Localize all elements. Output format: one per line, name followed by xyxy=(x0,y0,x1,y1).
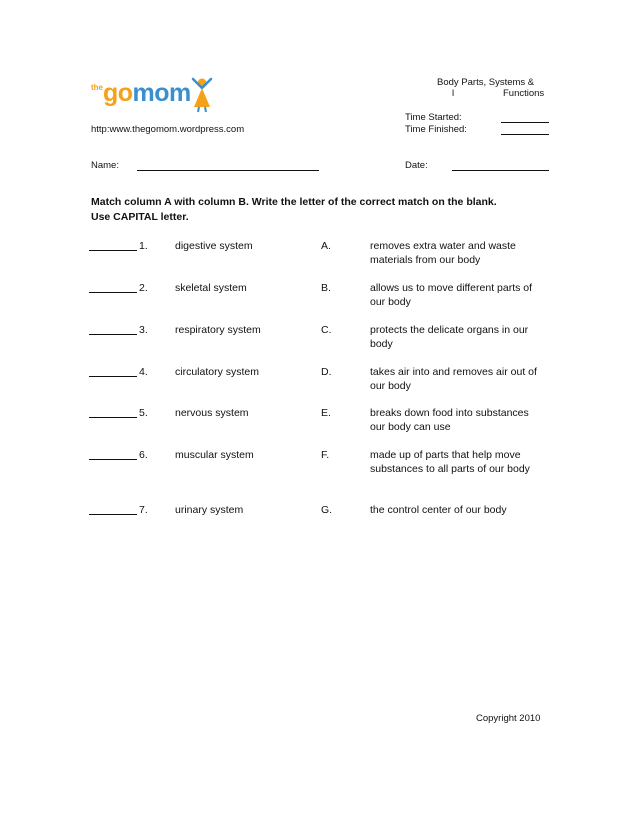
definition: protects the delicate organs in our body xyxy=(370,324,529,350)
item-number: 1. xyxy=(139,240,148,252)
option-letter: A. xyxy=(321,240,331,252)
copyright: Copyright 2010 xyxy=(476,713,541,724)
logo xyxy=(91,77,216,113)
definition: the control center of our body xyxy=(370,504,507,516)
term: skeletal system xyxy=(175,282,247,294)
term: urinary system xyxy=(175,504,244,516)
title-mark: l xyxy=(452,88,455,99)
logo-the-text: the xyxy=(91,83,103,92)
term: digestive system xyxy=(175,240,253,252)
item-number: 6. xyxy=(139,449,148,461)
option-letter: C. xyxy=(321,324,332,336)
answer-blank[interactable] xyxy=(89,417,137,418)
definition: breaks down food into substances our body can use xyxy=(370,407,529,433)
logo-wordmark: gomom xyxy=(103,79,191,107)
answer-blank[interactable] xyxy=(89,376,137,377)
definition: made up of parts that help move substances to all parts of our body xyxy=(370,449,530,475)
definition: removes extra water and waste materials from our body xyxy=(370,240,516,266)
item-number: 2. xyxy=(139,282,148,294)
option-letter: F. xyxy=(321,449,330,461)
website-url: http:www.thegomom.wordpress.com xyxy=(91,124,245,135)
name-label: Name: xyxy=(91,160,119,171)
answer-blank[interactable] xyxy=(89,459,137,460)
item-number: 7. xyxy=(139,504,148,516)
item-number: 5. xyxy=(139,407,148,419)
answer-blank[interactable] xyxy=(89,292,137,293)
mom-figure-icon xyxy=(191,77,213,113)
option-letter: G. xyxy=(321,504,333,516)
time-started-label: Time Started: xyxy=(405,112,462,123)
item-number: 4. xyxy=(139,366,148,378)
item-number: 3. xyxy=(139,324,148,336)
title-line2: Functions xyxy=(503,88,545,99)
option-letter: D. xyxy=(321,366,332,378)
term: nervous system xyxy=(175,407,249,419)
term: respiratory system xyxy=(175,324,261,336)
date-label: Date: xyxy=(405,160,428,171)
answer-blank[interactable] xyxy=(89,334,137,335)
title-line1: Body Parts, Systems & xyxy=(437,77,535,88)
option-letter: B. xyxy=(321,282,331,294)
date-field[interactable] xyxy=(452,170,549,171)
time-finished-field[interactable] xyxy=(501,134,549,135)
term: muscular system xyxy=(175,449,254,461)
time-started-field[interactable] xyxy=(501,122,549,123)
term: circulatory system xyxy=(175,366,260,378)
name-field[interactable] xyxy=(137,170,319,171)
time-finished-label: Time Finished: xyxy=(405,124,467,135)
definition: allows us to move different parts of our body xyxy=(370,282,533,308)
answer-blank[interactable] xyxy=(89,514,137,515)
instructions: Match column A with column B. Write the letter of the correct match on the blank. Use CAPITAL letter. xyxy=(91,196,497,223)
answer-blank[interactable] xyxy=(89,250,137,251)
option-letter: E. xyxy=(321,407,331,419)
definition: takes air into and removes air out of our body xyxy=(370,366,537,392)
